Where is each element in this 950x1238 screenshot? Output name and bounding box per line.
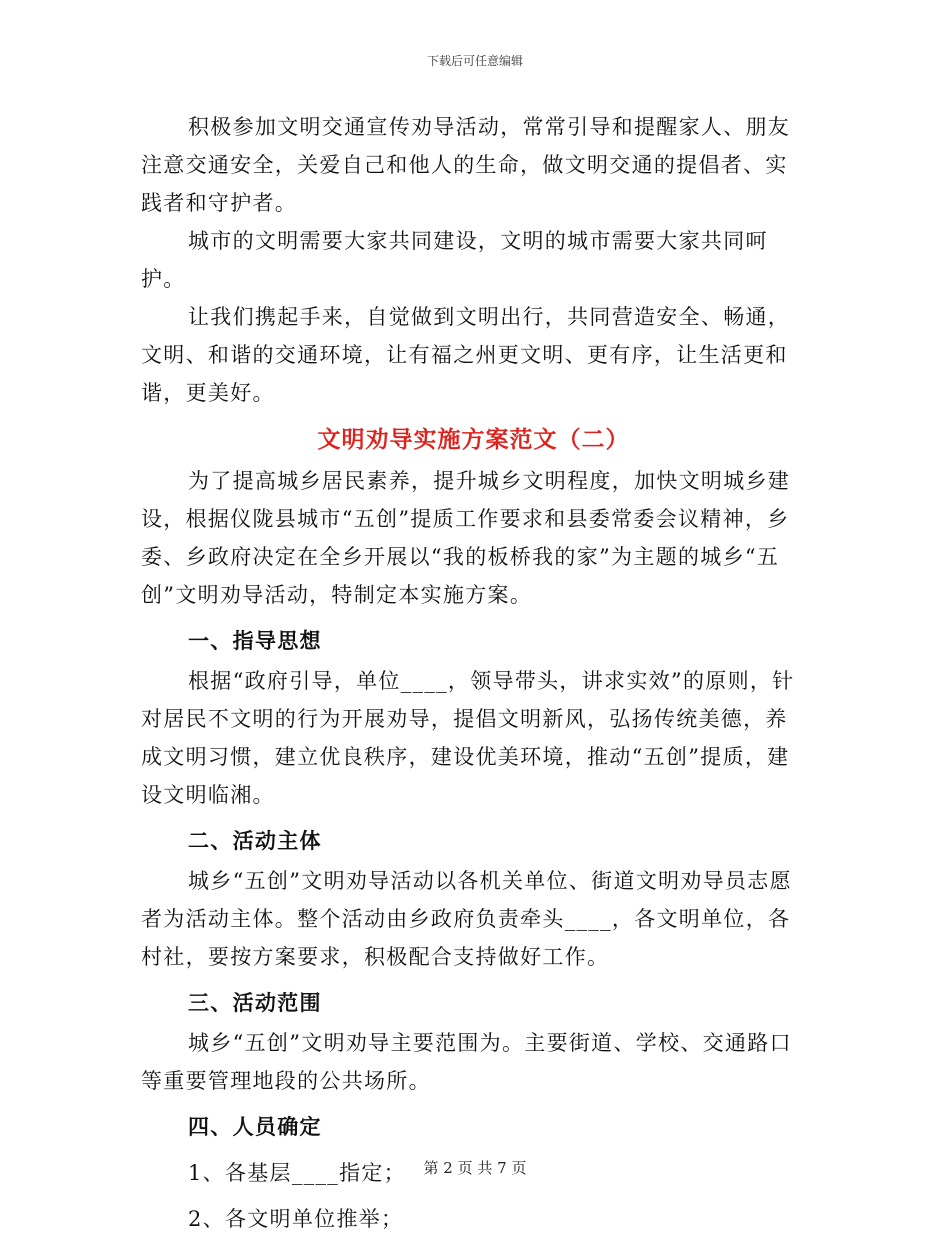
paragraph: 积极参加文明交通宣传劝导活动，常常引导和提醒家人、朋友注意交通安全，关爱自己和他人的生命，做文明交通的提倡者、实践者和守护者。: [141, 115, 791, 215]
section-heading: 一、指导思想: [188, 628, 322, 653]
page-footer: 第 2 页 共 7 页: [423, 1159, 527, 1177]
document-title: 文明劝导实施方案范文（二）: [317, 426, 630, 453]
document-body: [141, 108, 806, 1238]
paragraph: 城市的文明需要大家共同建设，文明的城市需要大家共同呵护。: [141, 229, 768, 291]
section-heading: 四、人员确定: [188, 1114, 322, 1139]
section-heading: 二、活动主体: [188, 828, 322, 853]
paragraph: 让我们携起手来，自觉做到文明出行，共同营造安全、畅通，文明、和谐的交通环境，让有福之州更文明、更有序，让生活更和谐，更美好。: [141, 305, 791, 405]
section-body: 城乡“五创”文明劝导主要范围为。主要街道、学校、交通路口等重要管理地段的公共场所。: [141, 1031, 792, 1093]
list-item: 2、各文明单位推举；: [188, 1207, 404, 1231]
list-item: 1、各基层____指定；: [188, 1161, 406, 1185]
section-heading: 三、活动范围: [188, 990, 322, 1015]
page-header: 下载后可任意编辑: [426, 54, 523, 68]
section-body: 城乡“五创”文明劝导活动以各机关单位、街道文明劝导员志愿者为活动主体。整个活动由乡政府负责牵头____，各文明单位，各村社，要按方案要求，积极配合支持做好工作。: [141, 869, 792, 969]
intro-paragraph: 为了提高城乡居民素养，提升城乡文明程度，加快文明城乡建设，根据仪陇县城市“五创”提质工作要求和县委常委会议精神，乡委、乡政府决定在全乡开展以“我的板桥我的家”为主题的城乡“五创”文明劝导活动，特制定本实施方案。: [141, 469, 791, 607]
section-body: 根据“政府引导，单位____，领导带头，讲求实效”的原则，针对居民不文明的行为开展劝导，提倡文明新风，弘扬传统美德，养成文明习惯，建立优良秩序，建设优美环境，推动“五创”提质，建设文明临湘。: [141, 669, 795, 807]
